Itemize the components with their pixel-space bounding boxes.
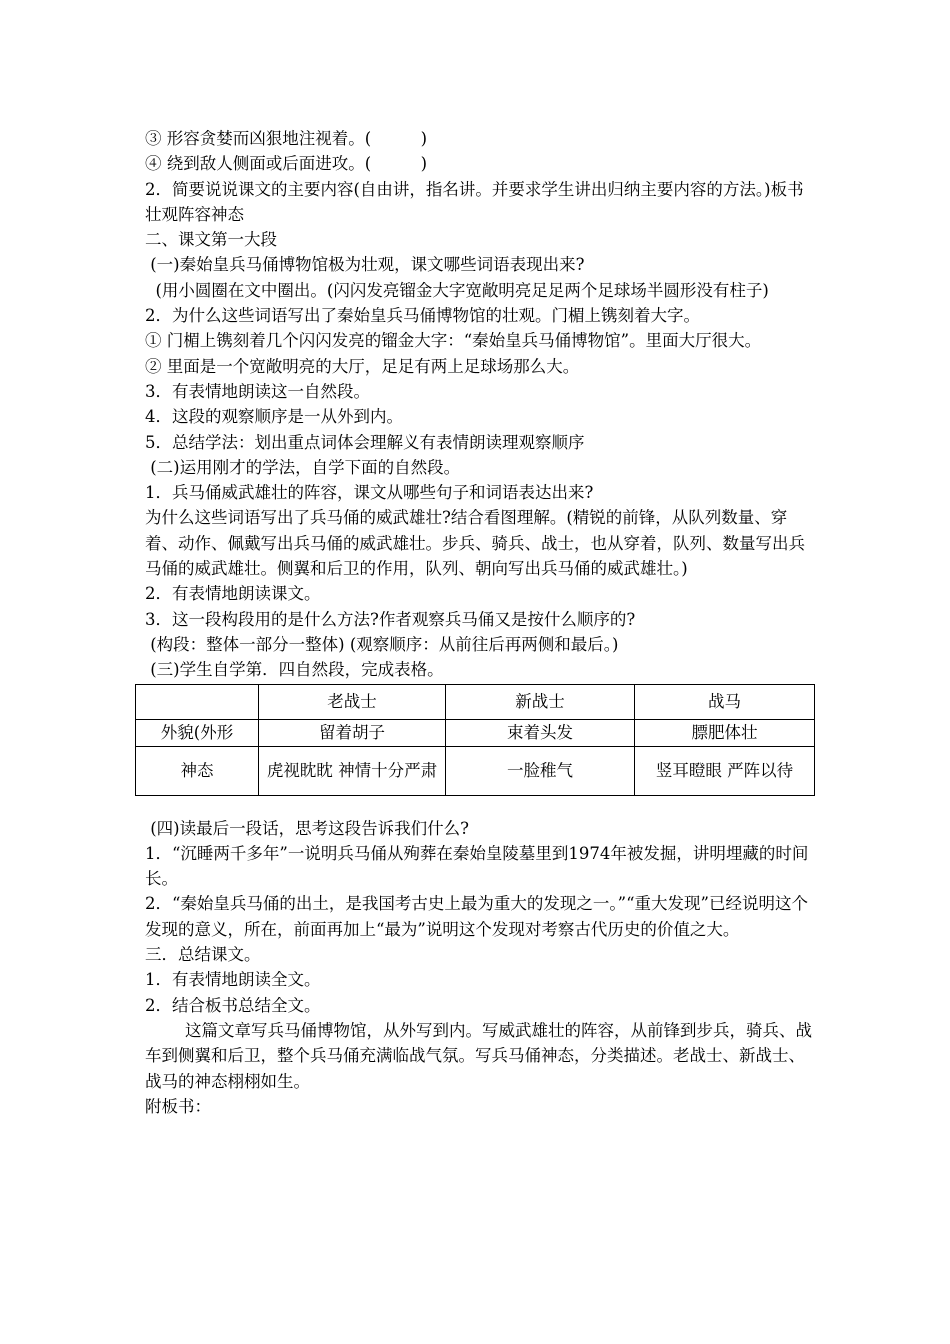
text-line: 1．“沉睡两千多年”一说明兵马俑从殉葬在秦始皇陵墓里到1974年被发掘，讲明埋藏的时间长。 xyxy=(145,843,809,889)
table-cell: 束着头发 xyxy=(446,719,635,746)
table-header-row xyxy=(136,684,815,719)
table-header-cell: 老战士 xyxy=(259,684,446,719)
comparison-table xyxy=(135,684,815,796)
table-row xyxy=(136,719,815,746)
text-line: 2．结合板书总结全文。 xyxy=(145,995,321,1015)
text-line: (用小圆圈在文中圈出。(闪闪发亮镏金大字宽敞明亮足足两个足球场半圆形没有柱子) xyxy=(145,280,769,300)
table-row xyxy=(136,746,815,795)
table-cell: 膘肥体壮 xyxy=(635,719,815,746)
section-heading: 二、课文第一大段 xyxy=(145,230,277,250)
text-line: 5．总结学法：划出重点词体会理解义有表情朗读理观察顺序 xyxy=(145,432,585,452)
table-cell: 一脸稚气 xyxy=(446,746,635,795)
text-line: ③ 形容贪婪而凶狠地注视着。( ) xyxy=(145,129,428,148)
text-line: 2．“秦始皇兵马俑的出土，是我国考古史上最为重大的发现之一。”“重大发现”已经说明这个发现的意义，所在，前面再加上“最为”说明这个发现对考察古代历史的价值之大。 xyxy=(145,894,808,939)
text-line: 1．有表情地朗读全文。 xyxy=(145,970,321,990)
footer-label: 附板书： xyxy=(145,1096,211,1116)
document-page xyxy=(145,126,815,1119)
text-line: 1．兵马俑威武雄壮的阵容，课文从哪些句子和词语表达出来? xyxy=(145,483,594,503)
text-line: 2．有表情地朗读课文。 xyxy=(145,584,321,604)
text-line: 2．简要说说课文的主要内容(自由讲，指名讲。并要求学生讲出归纳主要内容的方法。)板书壮观阵容神态 xyxy=(145,179,804,224)
subsection-heading: (一)秦始皇兵马俑博物馆极为壮观，课文哪些词语表现出来? xyxy=(145,255,585,275)
text-line: ④ 绕到敌人侧面或后面进攻。( ) xyxy=(145,154,428,174)
subsection-heading: (二)运用刚才的学法，自学下面的自然段。 xyxy=(145,457,461,477)
table-cell: 虎视眈眈 神情十分严肃 xyxy=(259,746,446,795)
table-cell: 留着胡子 xyxy=(259,719,446,746)
summary-paragraph: 这篇文章写兵马俑博物馆，从外写到内。写威武雄壮的阵容，从前锋到步兵，骑兵、战车到侧翼和后卫，整个兵马俑充满临战气氛。写兵马俑神态，分类描述。老战士、新战士、战马的神态栩栩如生。 xyxy=(145,1020,812,1091)
table-cell: 神态 xyxy=(136,746,259,795)
text-line: ① 门楣上镌刻着几个闪闪发亮的镏金大字：“秦始皇兵马俑博物馆”。里面大厅很大。 xyxy=(145,331,762,351)
text-line: 3．这一段构段用的是什么方法?作者观察兵马俑又是按什么顺序的? xyxy=(145,609,636,629)
subsection-heading: (四)读最后一段话，思考这段告诉我们什么? xyxy=(145,818,469,838)
table-header-cell: 新战士 xyxy=(446,684,635,719)
subsection-heading: (三)学生自学第．四自然段，完成表格。 xyxy=(145,660,444,680)
text-line: 为什么这些词语写出了兵马俑的威武雄壮?结合看图理解。(精锐的前锋，从队列数量、穿着、动作、佩戴写出兵马俑的威武雄壮。步兵、骑兵、战士，也从穿着，队列、数量写出兵马俑的威武雄壮。侧翼和后卫的作用，队列、朝向写出兵马俑的威武雄壮。) xyxy=(145,508,805,579)
section-heading: 三．总结课文。 xyxy=(145,945,261,965)
text-line: ② 里面是一个宽敞明亮的大厅，足足有两上足球场那么大。 xyxy=(145,356,580,376)
table-cell: 外貌(外形 xyxy=(136,719,259,746)
text-line: (构段：整体一部分一整体) (观察顺序：从前往后再两侧和最后。) xyxy=(145,634,619,654)
table-header-cell: 战马 xyxy=(635,684,815,719)
text-line: 4．这段的观察顺序是一从外到内。 xyxy=(145,407,403,427)
table-header-cell xyxy=(136,684,259,719)
text-line: 2．为什么这些词语写出了秦始皇兵马俑博物馆的壮观。门楣上镌刻着大字。 xyxy=(145,306,700,326)
table-cell: 竖耳瞪眼 严阵以待 xyxy=(635,746,815,795)
text-line: 3．有表情地朗读这一自然段。 xyxy=(145,381,370,401)
